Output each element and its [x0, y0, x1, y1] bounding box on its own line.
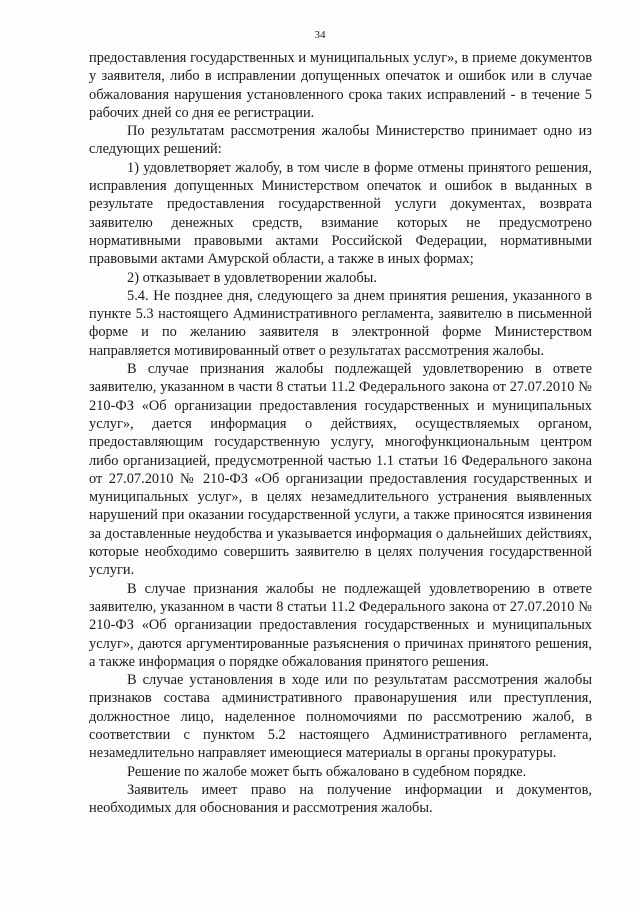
- paragraph: Решение по жалобе может быть обжаловано в судебном порядке.: [127, 763, 527, 780]
- paragraph: предоставления государственных и муниципальных услуг», в приеме документов у заявителя, либо в исправлении допущенных опечаток и ошибок или в случае обжалования нарушения установленного срока таких исправлений - в течение 5 рабочих дней со дня ее регистрации.: [89, 50, 592, 121]
- paragraph: В случае признания жалобы не подлежащей удовлетворению в ответе заявителю, указанном в части 8 статьи 11.2 Федерального закона от 27.07.2010 № 210-ФЗ «Об организации предоставления государственных и муниципальных услуг», даются аргументированные разъяснения о причинах принятого решения, а также информация о порядке обжалования принятого решения.: [89, 580, 592, 670]
- document-body: [89, 49, 592, 817]
- paragraph: Заявитель имеет право на получение информации и документов, необходимых для обоснования и рассмотрения жалобы.: [89, 781, 592, 817]
- page-number: 34: [314, 29, 326, 41]
- paragraph: 2) отказывает в удовлетворении жалобы.: [127, 269, 377, 286]
- paragraph: По результатам рассмотрения жалобы Министерство принимает одно из следующих решений:: [89, 123, 592, 158]
- paragraph: 1) удовлетворяет жалобу, в том числе в форме отмены принятого решения, исправления допущенных Министерством опечаток и ошибок в выданных в результате предоставления государственной услуги документах, возврата заявителю денежных средств, взимание которых не предусмотрено нормативными правовыми актами Российской Федерации, нормативными правовыми актами Амурской области, а также в иных формах;: [89, 159, 592, 268]
- paragraph: В случае установления в ходе или по результатам рассмотрения жалобы признаков состава административного правонарушения или преступления, должностное лицо, наделенное полномочиями по рассмотрению жалоб, в соответствии с пунктом 5.2 настоящего Административного регламента, незамедлительно направляет имеющиеся материалы в органы прокуратуры.: [89, 672, 592, 762]
- paragraph: В случае признания жалобы подлежащей удовлетворению в ответе заявителю, указанном в части 8 статьи 11.2 Федерального закона от 27.07.2010 № 210-ФЗ «Об организации предоставления государственных и муниципальных услуг», дается информация о действиях, осуществляемых органом, предоставляющим государственную услугу, многофункциональным центром либо организацией, предусмотренной частью 1.1 статьи 16 Федерального закона от 27.07.2010 № 210-ФЗ «Об организации предоставления государственных и муниципальных услуг», в целях незамедлительного устранения выявленных нарушений при оказании государственной услуги, а также приносятся извинения за доставленные неудобства и указывается информация о дальнейших действиях, которые необходимо совершить заявителю в целях получения государственной услуги.: [89, 361, 592, 579]
- paragraph: 5.4. Не позднее дня, следующего за днем принятия решения, указанного в пункте 5.3 настоящего Административного регламента, заявителю в письменной форме и по желанию заявителя в электронной форме Министерством направляется мотивированный ответ о результатах рассмотрения жалобы.: [89, 287, 592, 359]
